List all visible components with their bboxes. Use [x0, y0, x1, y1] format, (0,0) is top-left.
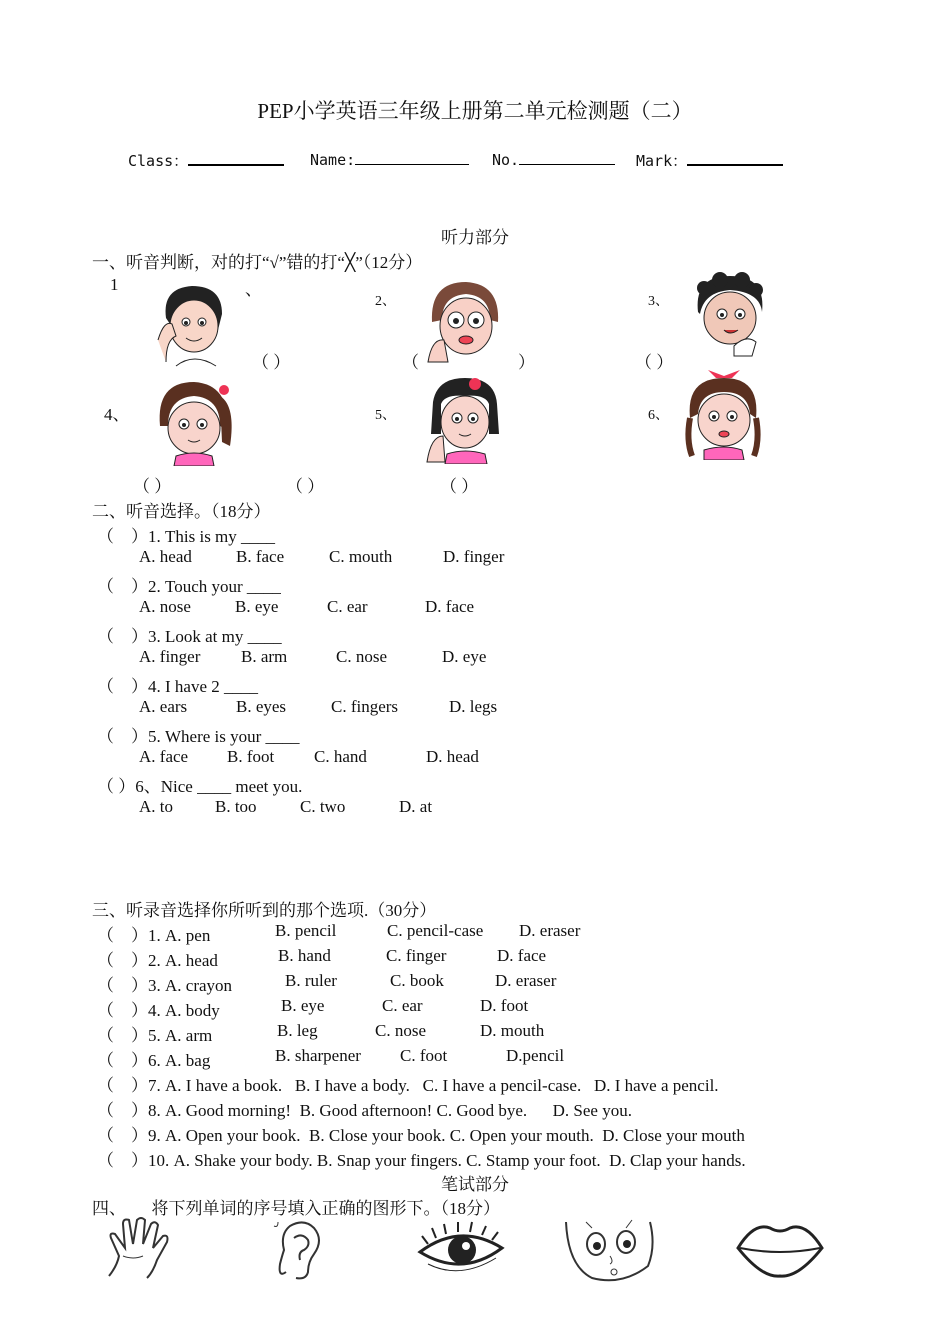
- part3-row-3[interactable]: （ ）3. A. crayon: [97, 976, 233, 995]
- girl-with-braids-icon: [680, 370, 766, 460]
- part2-q2-option-b: B. eye: [235, 597, 279, 616]
- item-label-2: 2、: [375, 294, 396, 309]
- part2-q6-option-d: D. at: [399, 797, 433, 816]
- answer-bracket-6[interactable]: （ ）: [440, 477, 479, 496]
- answer-bracket-4[interactable]: （ ）: [133, 477, 172, 496]
- answer-bracket-5[interactable]: （ ）: [286, 477, 325, 496]
- part2-question-4[interactable]: （ ）4. I have 2 ____: [97, 677, 259, 696]
- part2-q4-option-c: C. fingers: [331, 697, 399, 716]
- class-field[interactable]: Class：: [128, 150, 284, 171]
- part3-row-1-c: C. pencil-case: [387, 921, 484, 940]
- part3-row-4-c: C. ear: [382, 996, 423, 1015]
- part3-row-5-d: D. mouth: [480, 1021, 545, 1040]
- mouth-icon: [734, 1216, 826, 1280]
- part3-row-9[interactable]: （ ）9. A. Open your book. B. Close your book. C. Open your mouth. D. Close your mouth: [97, 1126, 745, 1145]
- part2-q6-option-c: C. two: [300, 797, 346, 816]
- eye-icon: [416, 1218, 506, 1280]
- part2-q2-option-a: A. nose: [139, 597, 191, 616]
- part2-q2-option-c: C. ear: [327, 597, 368, 616]
- part3-row-3-b: B. ruler: [285, 971, 337, 990]
- item-label-4: 4、: [104, 405, 130, 424]
- part2-question-1[interactable]: （ ）1. This is my ____: [97, 527, 276, 546]
- part1-heading: 一、听音判断，对的打“√”错的打“╳”（12分）: [92, 253, 423, 272]
- part3-row-2-d: D. face: [497, 946, 547, 965]
- part2-q4-option-a: A. ears: [139, 697, 188, 716]
- part3-row-2-c: C. finger: [386, 946, 447, 965]
- number-field[interactable]: No.: [492, 150, 615, 169]
- part3-row-8[interactable]: （ ）8. A. Good morning! B. Good afternoon! C. Good bye. D. See you.: [97, 1101, 632, 1120]
- part2-q3-option-b: B. arm: [241, 647, 288, 666]
- part3-row-1-d: D. eraser: [519, 921, 581, 940]
- hand-icon: [103, 1216, 179, 1280]
- part3-row-5-b: B. leg: [277, 1021, 318, 1040]
- part3-row-10[interactable]: （ ）10. A. Shake your body. B. Snap your fingers. C. Stamp your foot. D. Clap your hands.: [97, 1151, 746, 1170]
- part3-heading: 三、听录音选择你所听到的那个选项.（30分）: [92, 901, 437, 920]
- part2-q5-option-c: C. hand: [314, 747, 367, 766]
- part2-question-5[interactable]: （ ）5. Where is your ____: [97, 727, 300, 746]
- part3-row-6[interactable]: （ ）6. A. bag: [97, 1051, 211, 1070]
- ear-icon: [270, 1216, 330, 1282]
- answer-bracket-3[interactable]: （ ）: [635, 353, 674, 372]
- part2-q5-option-b: B. foot: [227, 747, 275, 766]
- part3-row-3-c: C. book: [390, 971, 444, 990]
- answer-bracket-2-open[interactable]: （: [402, 353, 419, 372]
- item-label-1: 1: [110, 275, 119, 294]
- part2-q5-option-d: D. head: [426, 747, 479, 766]
- part3-row-6-c: C. foot: [400, 1046, 448, 1065]
- boy-curly-hair-icon: [690, 272, 768, 358]
- part2-q6-option-b: B. too: [215, 797, 257, 816]
- part2-q1-option-b: B. face: [236, 547, 285, 566]
- part2-q5-option-a: A. face: [139, 747, 189, 766]
- part3-row-6-d: D.pencil: [506, 1046, 565, 1065]
- part2-question-3[interactable]: （ ）3. Look at my ____: [97, 627, 282, 646]
- part2-heading: 二、听音选择。（18分）: [92, 502, 271, 521]
- answer-bracket-2-close: ）: [518, 353, 535, 372]
- part2-q3-option-c: C. nose: [336, 647, 387, 666]
- girl-bob-hair-icon: [425, 374, 505, 464]
- listening-heading: 听力部分: [441, 228, 509, 247]
- item-label-5: 5、: [375, 408, 396, 423]
- part4-heading: 四、 将下列单词的序号填入正确的图形下。（18分）: [92, 1199, 500, 1218]
- answer-bracket-1[interactable]: （ ）: [252, 353, 291, 372]
- part2-q1-option-d: D. finger: [443, 547, 505, 566]
- part3-row-6-b: B. sharpener: [275, 1046, 361, 1065]
- name-field[interactable]: Name:: [310, 150, 469, 169]
- part2-q1-option-a: A. head: [139, 547, 192, 566]
- girl-ponytail-icon: [150, 376, 236, 466]
- item-label-3: 3、: [648, 294, 669, 309]
- item-label-6: 6、: [648, 408, 669, 423]
- part3-row-2-b: B. hand: [278, 946, 331, 965]
- part3-row-3-d: D. eraser: [495, 971, 557, 990]
- girl-with-glasses-icon: [424, 276, 506, 366]
- part3-row-5-c: C. nose: [375, 1021, 426, 1040]
- part2-question-2[interactable]: （ ）2. Touch your ____: [97, 577, 281, 596]
- face-icon: [562, 1216, 658, 1284]
- part3-row-4-b: B. eye: [281, 996, 325, 1015]
- part3-row-1[interactable]: （ ）1. A. pen: [97, 926, 211, 945]
- part2-q1-option-c: C. mouth: [329, 547, 393, 566]
- part3-row-7[interactable]: （ ）7. A. I have a book. B. I have a body. C. I have a pencil-case. D. I have a pencil.: [97, 1076, 719, 1095]
- part2-q6-option-a: A. to: [139, 797, 173, 816]
- part3-row-4[interactable]: （ ）4. A. body: [97, 1001, 220, 1020]
- part2-q4-option-b: B. eyes: [236, 697, 287, 716]
- part2-q4-option-d: D. legs: [449, 697, 498, 716]
- part2-q2-option-d: D. face: [425, 597, 475, 616]
- boy-touching-head-icon: [152, 280, 232, 370]
- part2-q3-option-a: A. finger: [139, 647, 201, 666]
- page-title: PEP小学英语三年级上册第二单元检测题（二）: [257, 99, 693, 123]
- part2-question-6[interactable]: （ ）6、Nice ____ meet you.: [97, 777, 303, 796]
- part3-row-1-b: B. pencil: [275, 921, 337, 940]
- part2-q3-option-d: D. eye: [442, 647, 487, 666]
- mark-field[interactable]: Mark：: [636, 150, 783, 171]
- part3-row-4-d: D. foot: [480, 996, 529, 1015]
- part3-row-2[interactable]: （ ）2. A. head: [97, 951, 218, 970]
- item-label-1-mark: 、: [245, 280, 262, 299]
- writing-heading: 笔试部分: [441, 1175, 509, 1194]
- part3-row-5[interactable]: （ ）5. A. arm: [97, 1026, 213, 1045]
